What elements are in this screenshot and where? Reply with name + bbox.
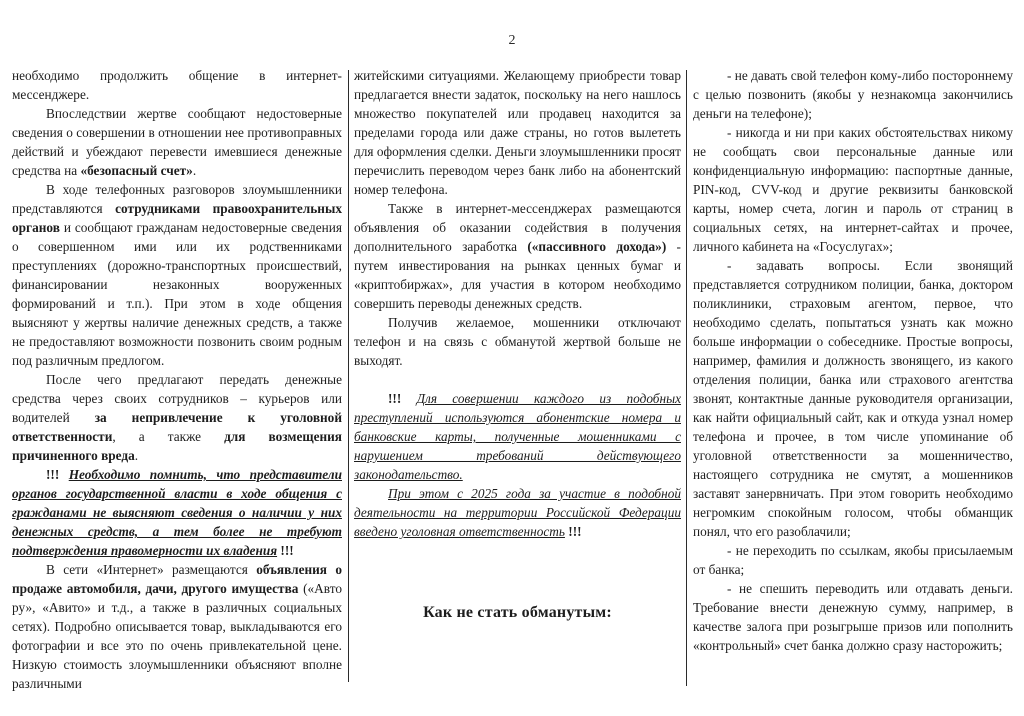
paragraph	[12, 370, 342, 465]
column-divider-right	[686, 70, 687, 686]
text-run: - не давать свой телефон кому-либо постороннему с целью позвонить (якобы у незнакомца закончились деньги на телефоне);	[693, 68, 1013, 121]
text-run: - путем инвестирования на рынках ценных бумаг и «криптобиржах», для участия в котором необходимо совершить переводы денежных средств.	[354, 239, 681, 311]
paragraph	[354, 313, 681, 370]
text-run: «безопасный счет»	[80, 163, 193, 178]
paragraph	[693, 541, 1013, 579]
text-run: - не переходить по ссылкам, якобы присылаемым от банка;	[693, 543, 1013, 577]
text-run: В ходе телефонных разговоров злоумышленники представляются	[12, 182, 342, 216]
paragraph	[693, 256, 1013, 541]
text-run: !!!	[388, 391, 417, 406]
text-run: При этом с 2025 года за участие в подобной деятельности на территории Российской Федерации введено уголовная ответственность	[354, 486, 681, 539]
paragraph	[354, 389, 681, 484]
paragraph	[354, 199, 681, 313]
paragraph	[12, 180, 342, 370]
text-run: за непривлечение к уголовной ответственности	[12, 410, 342, 444]
text-run: - никогда и ни при каких обстоятельствах никому не сообщать свои персональные данные или конфиденциальную информацию: паспортные данные, PIN-код, CVV-код и другие реквизиты банковской карты, номер счета, логин и пароль от страниц в социальных сетях, на интернет-сайтах и прочее, личного кабинета на «Госуслугах»;	[693, 125, 1013, 254]
page-number: 2	[508, 33, 516, 48]
text-run: и сообщают гражданам недостоверные сведения о совершенном ими или их родственниками преступлениях (дорожно-транспортных происшествий, финансировании незаконных вооруженных формирований и т.п.). При этом в ходе общения выясняют у жертвы наличие денежных средств, а также не предоставляют возможности позвонить своим родным под различным предлогом.	[12, 220, 342, 368]
paragraph	[12, 66, 342, 104]
paragraph	[693, 579, 1013, 655]
text-run: !!!	[46, 467, 69, 482]
text-run: В сети «Интернет» размещаются	[46, 562, 257, 577]
text-run: Необходимо помнить, что представители органов государственной власти в ходе общения с гражданами не выясняют сведения о наличии у них денежных средств, а тем более не требуют подтверждения правомерности их владения	[12, 467, 342, 558]
text-run: Впоследствии жертве сообщают недостоверные сведения о совершении в отношении нее противоправных действий и убеждают перевести имевшиеся денежные средства на	[12, 106, 342, 178]
column-1	[12, 66, 342, 693]
text-run: !!!	[564, 524, 582, 539]
paragraph	[693, 123, 1013, 256]
text-run: сотрудниками правоохранительных органов	[12, 201, 342, 235]
text-run: («Авто ру», «Авито» и т.д., а также в различных социальных сетях). Подробно описывается товар, выкладываются его фотографии и все это по очень привлекательной цене. Низкую стоимость злоумышленники объясняют вполне различными	[12, 581, 342, 691]
column-2	[354, 66, 681, 622]
text-run: («пассивного дохода»)	[527, 239, 667, 254]
text-run: житейскими ситуациями. Желающему приобрести товар предлагается внести задаток, поскольку на него нашлось множество покупателей или продавец находится за пределами города или даже страны, но готов вылететь для оформления сделки. Деньги злоумышленники просят перечислить переводом через банк либо на абонентский номер телефона.	[354, 68, 681, 197]
paragraph	[12, 465, 342, 560]
text-run: !!!	[277, 543, 294, 558]
column-3	[693, 66, 1013, 655]
text-run: .	[192, 163, 197, 178]
text-run: Также в интернет-мессенджерах размещаются объявления об оказании содействия в получения дополнительного заработка	[354, 201, 681, 254]
column-divider-left	[348, 70, 349, 682]
paragraph	[354, 66, 681, 199]
text-run: - не спешить переводить или отдавать деньги. Требование внести денежную сумму, например, в качестве залога при розыгрыше призов или пополнить «контрольный» счет банка должно сразу насторожить;	[693, 581, 1013, 653]
text-run: - задавать вопросы. Если звонящий представляется сотрудником полиции, банка, доктором поликлиники, страховым агентом, первое, что необходимо сделать, попытаться узнать как можно больше информации о собеседнике. Простые вопросы, например, фамилия и должность звонящего, из какого отделения полиции, банка или страхового агентства звонят, контактные данные руководителя организации, как найти официальный сайт, как и откуда узнал номер телефона и прочее, в том числе упоминание об уголовной ответственности за мошенничество, настоящего сотрудника не смутят, а мошенников заставят занервничать. При этом говорить необходимо негромким спокойным голосом, чтобы обманщик понял, что его разоблачили;	[693, 258, 1013, 539]
text-run: , а также	[112, 429, 225, 444]
text-run: Для совершении каждого из подобных преступлений используются абонентские номера и банковские карты, полученные мошенниками с нарушением требований действующего законодательство.	[354, 391, 682, 482]
text-run: для возмещения причиненного вреда	[12, 429, 343, 463]
text-run: Как не стать обманутым:	[423, 604, 612, 621]
paragraph	[354, 484, 681, 541]
text-run: После чего предлагают передать денежные средства через своих сотрудников – курьеров или водителей	[12, 372, 342, 425]
paragraph	[12, 104, 342, 180]
text-run: .	[134, 448, 139, 463]
paragraph	[12, 560, 342, 693]
text-run: Получив желаемое, мошенники отключают телефон и на связь с обманутой жертвой больше не выходят.	[354, 315, 681, 368]
text-run: объявления о продаже автомобиля, дачи, другого имущества	[12, 562, 342, 596]
text-run: необходимо продолжить общение в интернет-мессенджере.	[12, 68, 342, 102]
section-heading	[354, 603, 681, 622]
paragraph	[693, 66, 1013, 123]
